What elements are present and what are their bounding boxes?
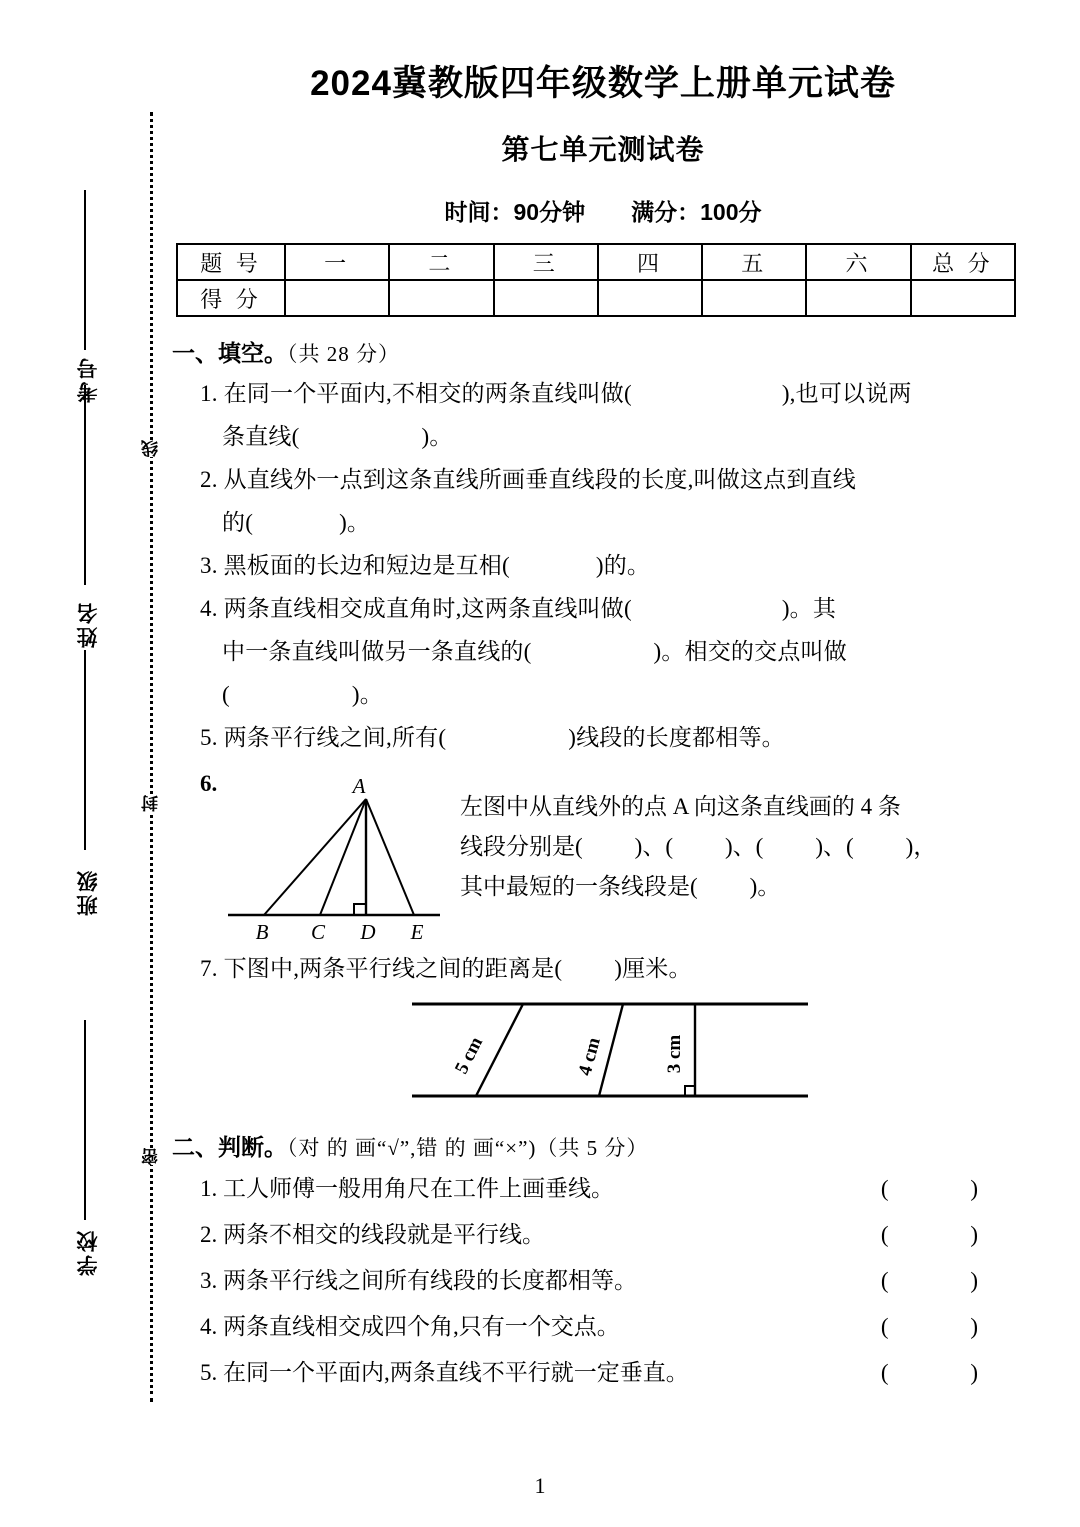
judgement-text-4: 4. 两条直线相交成四个角,只有一个交点。: [200, 1314, 620, 1339]
label-point-a: A: [352, 774, 366, 798]
section2-title: 二、判断。: [172, 1134, 287, 1160]
section1-points: （共 28 分）: [287, 342, 400, 366]
row-label-question-no: 题 号: [177, 244, 285, 280]
q1-text-a: 1. 在同一个平面内,不相交的两条直线叫做(: [200, 381, 632, 406]
field-label-xuexiao: 学校: [77, 1228, 100, 1276]
q4-text-d: )。相交的交点叫做: [653, 639, 847, 664]
time-label: 时间：90分钟: [444, 199, 586, 225]
col-head-5: 五: [702, 244, 806, 280]
total-score-label: 满分：100分: [631, 199, 762, 225]
q6-number: 6.: [200, 771, 218, 796]
judgement-item-3: [200, 1258, 1034, 1304]
q2-text-b: 的(: [222, 510, 254, 535]
q7-text-b: )厘米。: [614, 956, 692, 981]
judgement-text-2: 2. 两条不相交的线段就是平行线。: [200, 1222, 545, 1247]
q6-line-2e: )，: [905, 834, 937, 859]
q1-text-b: ),也可以说两: [781, 381, 912, 406]
seal-char-xian: 线: [139, 440, 165, 457]
write-line-banji: [84, 650, 86, 850]
q6-line-3b: )。: [749, 874, 781, 899]
page-subtitle: 第七单元测试卷: [501, 134, 705, 165]
q4-text-b: )。其: [781, 596, 837, 621]
exam-margin-strip: [0, 0, 160, 1527]
triangle-figure: [218, 773, 448, 945]
question-5: [200, 716, 1034, 759]
q4-text-e: (: [222, 682, 230, 707]
judgement-item-4: [200, 1304, 1034, 1350]
q6-line-2b: )、(: [634, 834, 673, 859]
judgement-answer-1[interactable]: ( ): [880, 1176, 1016, 1201]
write-line-xuexiao: [84, 1020, 86, 1220]
label-segment-3cm: 3 cm: [664, 1034, 685, 1074]
q5-text-a: 5. 两条平行线之间,所有(: [200, 725, 447, 750]
q2-text-c: )。: [339, 510, 371, 535]
col-head-6: 六: [806, 244, 910, 280]
q6-line-1: 左图中从直线外的点 A 向这条直线画的 4 条: [460, 794, 901, 819]
q3-text-a: 3. 黑板面的长边和短边是互相(: [200, 553, 510, 578]
q2-text-a: 2. 从直线外一点到这条直线所画垂直线段的长度,叫做这点到直线: [200, 467, 856, 492]
field-label-banji: 班级: [77, 868, 100, 916]
question-2: [200, 458, 1034, 544]
score-cell-total[interactable]: [911, 280, 1015, 316]
q3-text-b: )的。: [595, 553, 651, 578]
judgement-item-5: [200, 1350, 1034, 1396]
judgement-answer-2[interactable]: ( ): [880, 1222, 1016, 1247]
score-cell-1[interactable]: [285, 280, 389, 316]
label-segment-5cm: 5 cm: [451, 1033, 488, 1078]
judgement-answer-3[interactable]: ( ): [880, 1268, 1016, 1293]
write-line-kaohao: [84, 190, 86, 350]
q6-line-2a: 线段分别是(: [460, 834, 583, 859]
exam-sheet: [172, 0, 1034, 1527]
question-4: [200, 587, 1034, 716]
judgement-text-3: 3. 两条平行线之间所有线段的长度都相等。: [200, 1268, 637, 1293]
q6-line-2c: )、(: [725, 834, 764, 859]
score-cell-3[interactable]: [494, 280, 598, 316]
q1-text-c: 条直线(: [222, 424, 300, 449]
q1-text-d: )。: [421, 424, 453, 449]
seal-dotted-line: [150, 112, 153, 1402]
section-heading-judgement: [172, 1129, 1034, 1162]
col-head-4: 四: [598, 244, 702, 280]
col-head-3: 三: [494, 244, 598, 280]
exam-meta: [172, 194, 1034, 227]
judgement-answer-4[interactable]: ( ): [880, 1314, 1016, 1339]
section2-note: （对 的 画“√”,错 的 画“×”)（共 5 分）: [287, 1136, 649, 1160]
table-row-header: [177, 244, 1015, 280]
parallel-lines-figure: [408, 996, 812, 1106]
score-cell-6[interactable]: [806, 280, 910, 316]
q4-text-c: 中一条直线叫做另一条直线的(: [222, 639, 532, 664]
score-table: [176, 243, 1016, 317]
label-point-c: C: [310, 920, 326, 944]
section-heading-fill-blank: [172, 335, 1034, 368]
judgement-answer-5[interactable]: ( ): [880, 1360, 1016, 1385]
label-point-e: E: [410, 920, 424, 944]
col-head-1: 一: [285, 244, 389, 280]
label-segment-4cm: 4 cm: [574, 1035, 605, 1078]
write-line-xingming: [84, 385, 86, 585]
label-point-d: D: [360, 920, 376, 944]
col-head-total: 总 分: [911, 244, 1015, 280]
q7-text-a: 7. 下图中,两条平行线之间的距离是(: [200, 956, 563, 981]
col-head-2: 二: [389, 244, 493, 280]
question-3: [200, 544, 1034, 587]
score-cell-5[interactable]: [702, 280, 806, 316]
q6-line-2d: )、(: [815, 834, 854, 859]
q5-text-b: )线段的长度都相等。: [568, 725, 785, 750]
seal-char-mi: 密: [139, 1148, 165, 1165]
row-label-score: 得 分: [177, 280, 285, 316]
field-label-kaohao: 考号: [77, 355, 100, 403]
q6-line-3a: 其中最短的一条线段是(: [460, 874, 698, 899]
judgement-text-1: 1. 工人师傅一般用角尺在工件上画垂线。: [200, 1176, 614, 1201]
question-6: [172, 765, 1034, 947]
label-point-b: B: [255, 920, 269, 944]
score-cell-2[interactable]: [389, 280, 493, 316]
q6-text: [460, 787, 1026, 907]
section1-title: 一、填空。: [172, 340, 287, 366]
page-number: 1: [534, 1473, 546, 1498]
question-1: [200, 372, 1034, 458]
judgement-item-2: [200, 1212, 1034, 1258]
seal-char-feng: 封: [139, 795, 165, 812]
judgement-text-5: 5. 在同一个平面内,两条直线不平行就一定垂直。: [200, 1360, 689, 1385]
q4-text-f: )。: [351, 682, 383, 707]
score-cell-4[interactable]: [598, 280, 702, 316]
page-title: 2024冀教版四年级数学上册单元试卷: [310, 64, 896, 103]
question-7: [200, 947, 1034, 990]
q4-text-a: 4. 两条直线相交成直角时,这两条直线叫做(: [200, 596, 632, 621]
judgement-item-1: [200, 1166, 1034, 1212]
table-row-scores: [177, 280, 1015, 316]
field-label-xingming: 姓名: [77, 600, 100, 648]
